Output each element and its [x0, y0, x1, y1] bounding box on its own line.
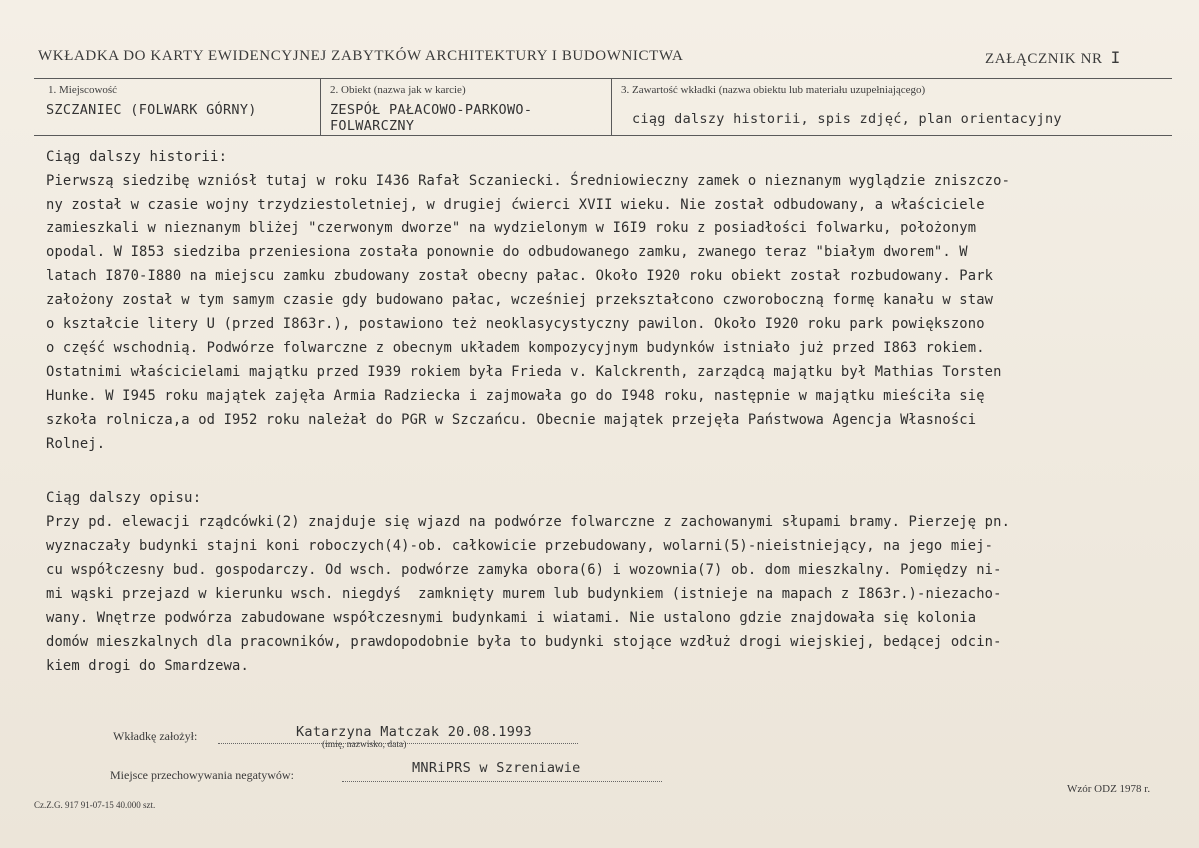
attachment-label: ZAŁĄCZNIK NR	[985, 51, 1103, 67]
negatives-dotted-line	[342, 781, 662, 782]
negatives-value: MNRiPRS w Szreniawie	[412, 760, 581, 776]
history-line: opodal. W I853 siedziba przeniesiona została ponownie do odbudowanego zamku, zwanego teraz "białym dworem". W	[46, 244, 968, 260]
history-line: o kształcie litery U (przed I863r.), postawiono też neoklasycystyczny pawilon. Około I920 roku park powiększono	[46, 316, 985, 332]
history-heading: Ciąg dalszy historii:	[46, 149, 228, 165]
header-top-rule	[34, 78, 1172, 79]
header-bottom-rule	[34, 135, 1172, 136]
history-line: zamieszkali w nieznanym bliżej "czerwonym dworze" na wydzielonym w I6I9 roku z posiadłości folwarku, położonym	[46, 220, 977, 236]
negatives-label: Miejsce przechowywania negatywów:	[110, 768, 294, 782]
author-caption: (imię, nazwisko, data)	[322, 740, 407, 750]
description-line: cu współczesny bud. gospodarczy. Od wsch. podwórze zamyka obora(6) i wozownia(7) ob. dom mieszkalny. Pomiędzy ni-	[46, 562, 1002, 578]
description-line: Przy pd. elewacji rządcówki(2) znajduje się wjazd na podwórze folwarczne z zachowanymi słupami bramy. Pierzeję pn.	[46, 514, 1011, 530]
form-title: WKŁADKA DO KARTY EWIDENCYJNEJ ZABYTKÓW ARCHITEKTURY I BUDOWNICTWA	[38, 48, 684, 64]
field-location-value: SZCZANIEC (FOLWARK GÓRNY)	[46, 102, 257, 118]
history-line: ny został w czasie wojny trzydziestoletniej, w drugiej ćwierci XVII wieku. Nie został odbudowany, a właściciele	[46, 197, 985, 213]
history-line: założony został w tym samym czasie gdy budowano pałac, wcześniej przekształcono czworoboczną formę kanału w staw	[46, 292, 994, 308]
field-content-label: 3. Zawartość wkładki (nazwa obiektu lub materiału uzupełniającego)	[621, 84, 926, 96]
header-divider-2	[611, 78, 612, 135]
field-object-value-line1: ZESPÓŁ PAŁACOWO-PARKOWO-	[330, 102, 533, 118]
field-object-label: 2. Obiekt (nazwa jak w karcie)	[330, 84, 466, 96]
author-value: Katarzyna Matczak 20.08.1993	[296, 724, 532, 740]
description-line: mi wąski przejazd w kierunku wsch. niegdyś zamknięty murem lub budynkiem (istnieje na mapach z I863r.)-niezacho-	[46, 586, 1002, 602]
header-divider-1	[320, 78, 321, 135]
field-location-label: 1. Miejscowość	[48, 84, 118, 96]
field-content-value: ciąg dalszy historii, spis zdjęć, plan orientacyjny	[632, 111, 1062, 127]
description-line: domów mieszkalnych dla pracowników, prawdopodobnie była to budynki stojące wzdłuż drogi wiejskiej, bedącej odcin-	[46, 634, 1002, 650]
history-line: o część wschodnią. Podwórze folwarczne z obecnym układem kompozycyjnym budynków istniało już przed I863 rokiem.	[46, 340, 985, 356]
history-line: latach I870-I880 na miejscu zamku zbudowany został obecny pałac. Około I920 roku obiekt został rozbudowany. Park	[46, 268, 994, 284]
history-line: Ostatnimi właścicielami majątku przed I939 rokiem była Frieda v. Kalckrenth, zarządcą majątku był Mathias Torsten	[46, 364, 1002, 380]
history-line: Hunke. W I945 roku majątek zajęła Armia Radziecka i zajmowała go do I948 roku, następnie w majątku mieściła się	[46, 388, 985, 404]
description-line: wany. Wnętrze podwórza zabudowane współczesnymi budynkami i wiatami. Nie ustalono gdzie znajdowała się kolonia	[46, 610, 977, 626]
description-heading: Ciąg dalszy opisu:	[46, 490, 202, 506]
form-pattern: Wzór ODZ 1978 r.	[1067, 783, 1151, 795]
description-line: kiem drogi do Smardzewa.	[46, 658, 249, 674]
printer-note: Cz.Z.G. 917 91-07-15 40.000 szt.	[34, 800, 156, 810]
history-line: Rolnej.	[46, 436, 106, 452]
history-line: Pierwszą siedzibę wzniósł tutaj w roku I436 Rafał Sczaniecki. Średniowieczny zamek o nieznanym wyglądzie zniszczo-	[46, 173, 1011, 189]
attachment-number	[985, 48, 1121, 68]
history-line: szkoła rolnicza,a od I952 roku należał do PGR w Szczańcu. Obecnie majątek przejęła Państwowa Agencja Własności	[46, 412, 977, 428]
attachment-value: I	[1110, 48, 1121, 67]
author-label: Wkładkę założył:	[113, 729, 198, 743]
description-line: wyznaczały budynki stajni koni roboczych(4)-ob. całkowicie przebudowany, wolarni(5)-nieistniejący, na jego miej-	[46, 538, 994, 554]
field-object-value-line2: FOLWARCZNY	[330, 118, 415, 134]
